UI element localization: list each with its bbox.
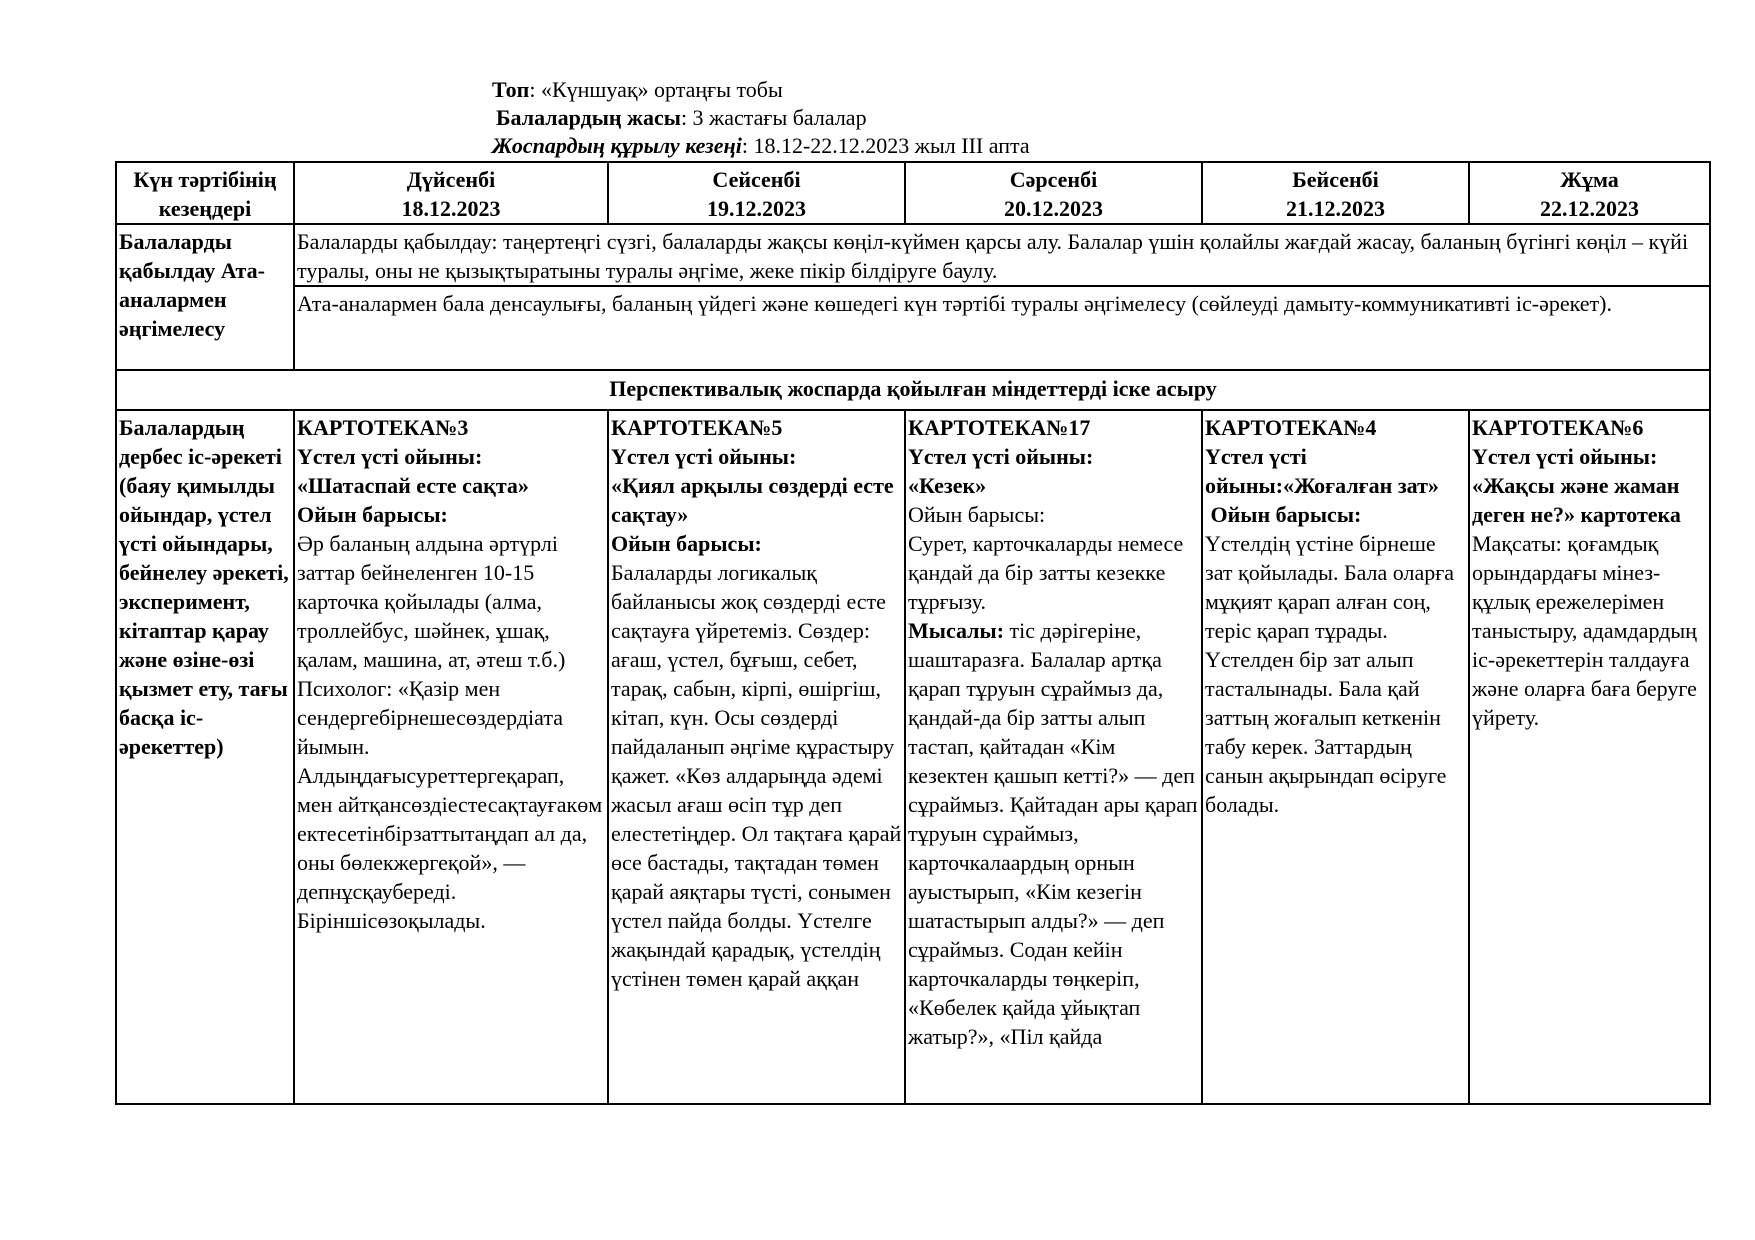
card-tuesday <box>608 410 905 1104</box>
group-value: : «Күншуақ» ортаңғы тобы <box>529 77 783 102</box>
day-date: 22.12.2023 <box>1540 196 1639 221</box>
section-row <box>116 370 1710 410</box>
card-title: КАРТОТЕКА№3 <box>297 415 469 440</box>
card-title: КАРТОТЕКА№4 <box>1205 415 1377 440</box>
card-title: КАРТОТЕКА№5 <box>611 415 783 440</box>
period-label: Жоспардың құрылу кезеңі <box>492 133 742 158</box>
example-label: Мысалы: <box>908 618 1005 643</box>
card-game-name: «Қиял арқылы сөздерді есте сақтау» <box>611 473 894 527</box>
day-date: 20.12.2023 <box>1004 196 1103 221</box>
card-game-type: Үстел үсті ойыны: <box>297 444 483 469</box>
card-progress-label: Ойын барысы: <box>1205 502 1362 527</box>
age-value: : 3 жастағы балалар <box>680 105 867 130</box>
day-date: 19.12.2023 <box>707 196 806 221</box>
activity-row <box>116 410 1710 1104</box>
card-progress-label: Ойын барысы: <box>297 502 448 527</box>
card-title: КАРТОТЕКА№6 <box>1472 415 1644 440</box>
card-friday <box>1469 410 1710 1104</box>
card-game-name: «Жақсы және жаман деген не?» картотека <box>1472 473 1681 527</box>
day-header-tue <box>608 162 905 224</box>
card-game-type: Үстел үсті ойыны: <box>908 444 1094 469</box>
col-header-periods: Күн тәртібінің кезеңдері <box>116 162 294 224</box>
card-thursday <box>1202 410 1469 1104</box>
card-progress-label: Ойын барысы: <box>908 502 1046 527</box>
card-monday <box>294 410 608 1104</box>
group-line <box>492 76 1030 104</box>
day-name: Жұма <box>1560 167 1619 192</box>
weekly-plan-table <box>115 161 1711 1105</box>
card-wednesday <box>905 410 1202 1104</box>
activity-label: Балалардың дербес іс-әрекеті (баяу қимылды ойындар, үстел үсті ойындары, бейнелеу әрекеті, эксперимент, кітаптар қарау және өзіне-өзі қызмет ету, тағы басқа іс-әрекеттер) <box>116 410 294 1104</box>
day-header-thu <box>1202 162 1469 224</box>
period-value: : 18.12-22.12.2023 жыл ІІІ апта <box>741 133 1030 158</box>
section-title: Перспективалық жоспарда қойылған міндеттерді іске асыру <box>116 370 1710 410</box>
reception-label: Балаларды қабылдау Ата-аналармен әңгімелесу <box>116 224 294 370</box>
day-header-mon <box>294 162 608 224</box>
day-name: Сәрсенбі <box>1009 167 1098 192</box>
period-line <box>492 132 1030 160</box>
card-game-name: «Кезек» <box>908 473 987 498</box>
card-text: Үстелдің үстіне бірнеше зат қойылады. Бала оларға мұқият қарап алған соң, теріс қарап тұрады. Үстелден бір зат алып тасталынады. Бала қай заттың жоғалып кеткенін табу керек. Заттардың санын ақырындап өсіруге болады. <box>1205 531 1455 817</box>
card-game-name: «Шатаспай есте сақта» <box>297 473 529 498</box>
card-game-type: Үстел үсті ойыны: <box>1472 444 1658 469</box>
document-header <box>492 76 1030 160</box>
day-name: Бейсенбі <box>1292 167 1379 192</box>
card-text: Сурет, карточкаларды немесе қандай да бір затты кезекке тұрғызу. <box>908 531 1184 614</box>
card-game-type: Үстел үсті ойыны:«Жоғалған зат» <box>1205 444 1439 498</box>
day-header-fri <box>1469 162 1710 224</box>
card-title: КАРТОТЕКА№17 <box>908 415 1091 440</box>
example-text: тіс дәрігеріне, шаштаразға. Балалар артқа қарап тұруын сұраймыз да, қандай-да бір затты алып тастап, қайтадан «Кім кезектен қашып кетті?» — деп сұраймыз. Қайтадан ары қарап тұруын сұраймыз, карточкалаардың орнын ауыстырып, «Кім кезегін шатастырып алды?» — деп сұраймыз. Содан кейін карточкаларды төңкеріп, «Көбелек қайда ұйықтап жатыр?», «Піл қайда <box>908 618 1198 1049</box>
day-name: Дүйсенбі <box>406 167 496 192</box>
parents-text: Ата-аналармен бала денсаулығы, баланың үйдегі және көшедегі күн тәртібі туралы әңгімелесу (сөйлеуді дамыту-коммуникативті іс-әрекет). <box>294 286 1710 370</box>
age-line <box>492 104 1030 132</box>
day-date: 21.12.2023 <box>1286 196 1385 221</box>
group-label: Топ <box>492 77 530 102</box>
table-header-row <box>116 162 1710 224</box>
parents-row <box>116 286 1710 370</box>
card-game-type: Үстел үсті ойыны: <box>611 444 797 469</box>
age-label: Балалардың жасы <box>496 105 681 130</box>
day-date: 18.12.2023 <box>401 196 501 221</box>
card-text: Әр баланың алдына әртүрлі заттар бейнеленген 10-15 карточка қойылады (алма, троллейбус, шәйнек, ұшақ, қалам, машина, ат, әтеш т.б.) Психолог: «Қазір мен сендергебірнешесөздердіата йымын. Алдыңдағысуреттергеқарап, мен айтқансөздіестесақтауғакөм ектесетінбірзаттытаңдап ал да, оны бөлекжергеқой», — депнұсқаубереді. Біріншісөзоқылады. <box>297 531 603 933</box>
card-text: Балаларды логикалық байланысы жоқ сөздерді есте сақтауға үйретеміз. Сөздер: ағаш, үстел, бұғыш, себет, тарақ, сабын, кірпі, өшіргіш, кітап, күн. Осы сөздерді пайдаланып әңгіме құрастыру қажет. «Көз алдарыңда әдемі жасыл ағаш өсіп тұр деп елестетіңдер. Ол тақтаға қарай өсе бастады, тақтадан төмен қарай аяқтары түсті, сонымен үстел пайда болды. Үстелге жақындай қарадық, үстелдің үстінен төмен қарай аққан <box>611 560 902 991</box>
card-text: Мақсаты: қоғамдық орындардағы мінез-құлық ережелерімен таныстыру, адамдардың іс-әрекеттерін талдауға және оларға баға беруге үйрету. <box>1472 531 1697 730</box>
day-name: Сейсенбі <box>712 167 801 192</box>
reception-text: Балаларды қабылдау: таңертеңгі сүзгі, балаларды жақсы көңіл-күймен қарсы алу. Балалар үшін қолайлы жағдай жасау, баланың бүгінгі көңіл – күйі туралы, оны не қызықтыратыны туралы әңгіме, жеке пікір білдіруге баулу. <box>294 224 1710 286</box>
card-example <box>908 616 1199 1051</box>
card-progress-label: Ойын барысы: <box>611 531 762 556</box>
reception-row <box>116 224 1710 286</box>
day-header-wed <box>905 162 1202 224</box>
